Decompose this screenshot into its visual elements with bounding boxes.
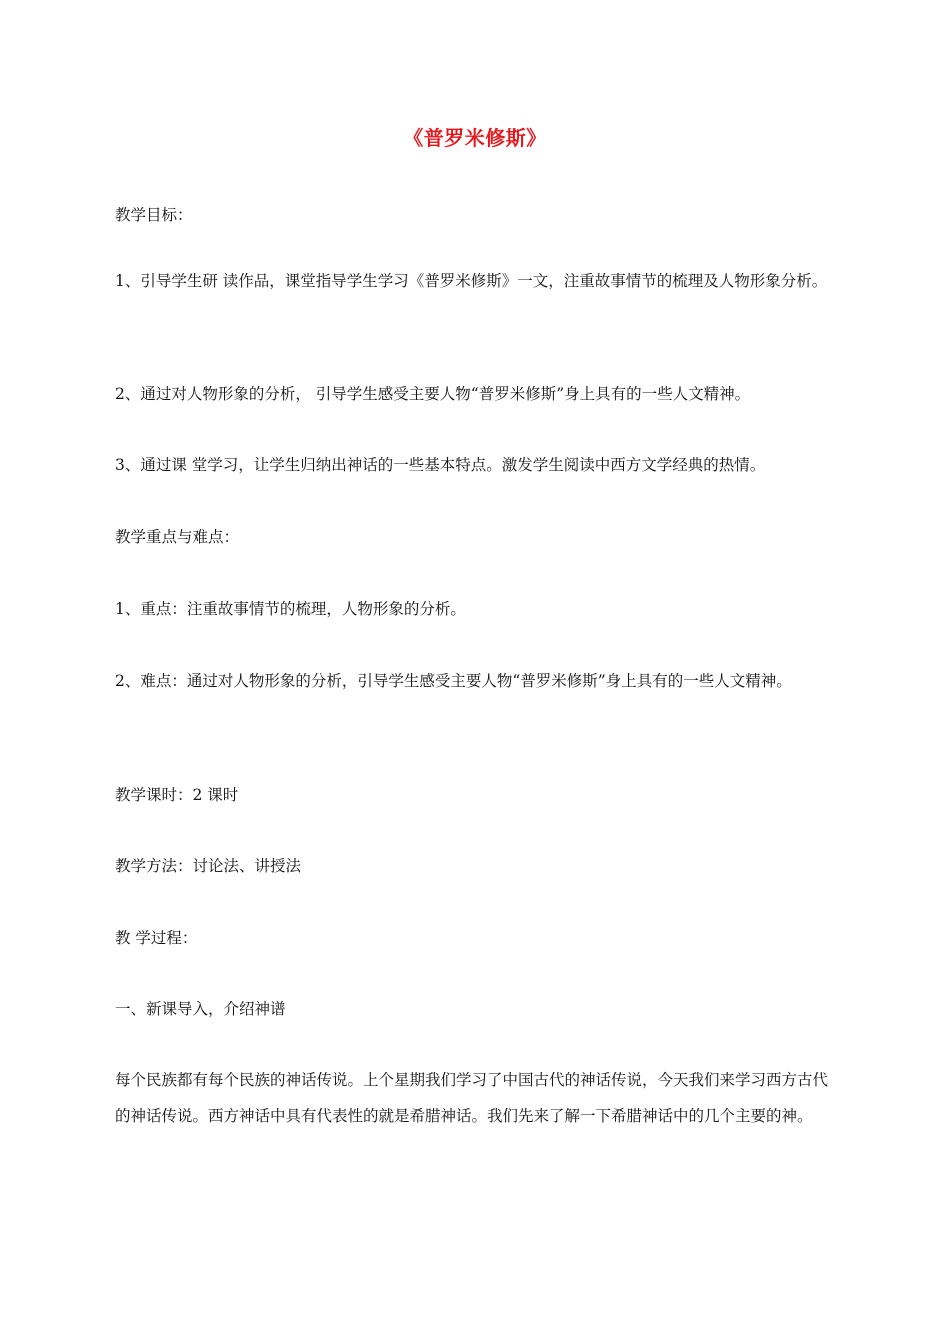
objective-2: 2、通过对人物形象的分析， 引导学生感受主要人物“普罗米修斯”身上具有的一些人文精神。 xyxy=(115,385,751,403)
objective-1: 1、引导学生研 读作品，课堂指导学生学习《普罗米修斯》一文，注重故事情节的梳理及人物形象分析。 xyxy=(115,272,828,290)
class-hours: 教学课时：2 课时 xyxy=(115,786,239,804)
focus-point-2: 2、难点：通过对人物形象的分析，引导学生感受主要人物“普罗米修斯”身上具有的一些人文精神。 xyxy=(115,672,792,690)
focus-heading: 教学重点与难点： xyxy=(115,528,240,546)
objective-3: 3、通过课 堂学习，让学生归纳出神话的一些基本特点。激发学生阅读中西方文学经典的热情。 xyxy=(115,456,766,474)
process-heading: 教 学过程： xyxy=(115,929,198,947)
objectives-heading: 教学目标： xyxy=(115,206,193,224)
teaching-methods: 教学方法：讨论法、讲授法 xyxy=(115,857,302,875)
section-1-body: 每个民族都有每个民族的神话传说。上个星期我们学习了中国古代的神话传说，今天我们来学习西方古代的神话传说。西方神话中具有代表性的就是希腊神话。我们先来了解一下希腊神话中的几个主要的神。 xyxy=(115,1071,829,1125)
section-1-heading: 一、新课导入，介绍神谱 xyxy=(115,1000,286,1018)
focus-point-1: 1、重点：注重故事情节的梳理，人物形象的分析。 xyxy=(115,600,466,618)
document-title: 《普罗米修斯》 xyxy=(403,126,547,150)
